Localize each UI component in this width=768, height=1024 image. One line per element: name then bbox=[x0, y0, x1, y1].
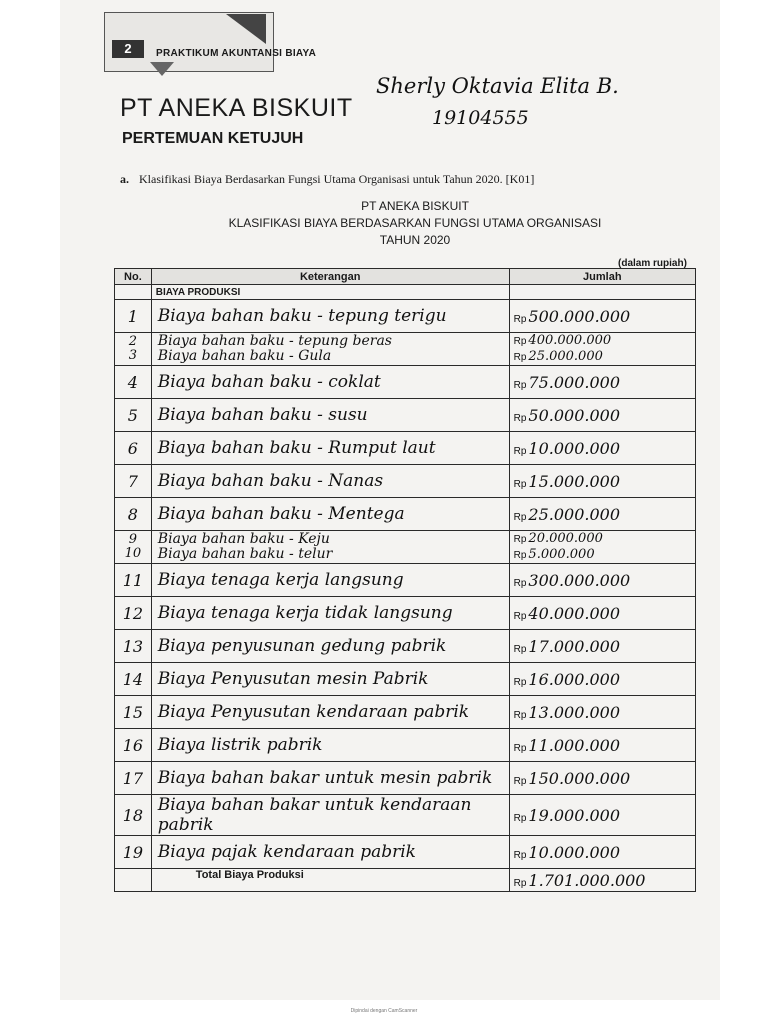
currency-label: Rp bbox=[513, 550, 527, 561]
row-description: Biaya bahan baku - tepung terigu bbox=[151, 300, 509, 333]
currency-label: Rp bbox=[513, 709, 527, 721]
amount-value: 75.000.000 bbox=[528, 372, 621, 392]
row-number: 12 bbox=[115, 597, 152, 630]
table-row bbox=[115, 795, 696, 836]
unit-note: (dalam rupiah) bbox=[618, 258, 687, 269]
table-row bbox=[115, 630, 696, 663]
currency-label: Rp bbox=[513, 742, 527, 754]
row-description: Biaya Penyusutan mesin Pabrik bbox=[151, 663, 509, 696]
row-amount bbox=[509, 630, 695, 663]
row-description: Biaya bahan baku - telur bbox=[157, 546, 333, 562]
subheader-row bbox=[115, 285, 696, 300]
currency-label: Rp bbox=[513, 445, 527, 457]
subheader-label: BIAYA PRODUKSI bbox=[151, 285, 509, 300]
row-number: 10 bbox=[124, 546, 142, 561]
currency-label: Rp bbox=[513, 352, 527, 363]
row-description: Biaya tenaga kerja langsung bbox=[151, 564, 509, 597]
row-description: Biaya bahan baku - Keju bbox=[157, 531, 330, 547]
amount-value: 15.000.000 bbox=[528, 471, 621, 491]
header-amount: Jumlah bbox=[509, 269, 695, 285]
row-number: 11 bbox=[115, 564, 152, 597]
section-text: Klasifikasi Biaya Berdasarkan Fungsi Utama Organisasi untuk Tahun 2020. [K01] bbox=[139, 172, 535, 186]
row-number: 8 bbox=[115, 498, 152, 531]
report-year: TAHUN 2020 bbox=[379, 233, 451, 247]
row-description: Biaya tenaga kerja tidak langsung bbox=[151, 597, 509, 630]
row-amount bbox=[509, 762, 695, 795]
row-amount bbox=[509, 564, 695, 597]
currency-label: Rp bbox=[513, 676, 527, 688]
row-amount bbox=[509, 498, 695, 531]
row-amount bbox=[509, 795, 695, 836]
amount-value: 19.000.000 bbox=[528, 805, 621, 825]
amount-value: 20.000.000 bbox=[528, 531, 603, 546]
header-decoration bbox=[226, 14, 266, 44]
currency-label: Rp bbox=[513, 643, 527, 655]
header-no: No. bbox=[115, 269, 152, 285]
amount-value: 17.000.000 bbox=[528, 636, 621, 656]
amount-value: 150.000.000 bbox=[528, 768, 631, 788]
row-number: 16 bbox=[115, 729, 152, 762]
row-number: 17 bbox=[115, 762, 152, 795]
row-description: Biaya bahan baku - Gula bbox=[157, 348, 332, 364]
table-row bbox=[115, 498, 696, 531]
currency-label: Rp bbox=[513, 412, 527, 424]
table-row bbox=[115, 762, 696, 795]
row-description: Biaya bahan bakar untuk mesin pabrik bbox=[151, 762, 509, 795]
cost-classification-table bbox=[114, 268, 696, 892]
row-amount bbox=[509, 836, 695, 869]
row-number: 4 bbox=[115, 366, 152, 399]
row-description: Biaya bahan baku - Mentega bbox=[151, 498, 509, 531]
row-number: 2 bbox=[128, 334, 138, 349]
row-description: Biaya bahan baku - Rumput laut bbox=[151, 432, 509, 465]
total-row bbox=[115, 869, 696, 892]
row-description: Biaya Penyusutan kendaraan pabrik bbox=[151, 696, 509, 729]
amount-value: 13.000.000 bbox=[528, 702, 621, 722]
amount-value: 500.000.000 bbox=[528, 306, 631, 326]
currency-label: Rp bbox=[513, 534, 527, 545]
row-amount bbox=[509, 432, 695, 465]
table-row-double bbox=[115, 531, 696, 564]
currency-label: Rp bbox=[513, 812, 527, 824]
module-number: 2 bbox=[112, 40, 144, 58]
student-name: Sherly Oktavia Elita B. bbox=[376, 74, 619, 98]
row-amount bbox=[509, 729, 695, 762]
table-row bbox=[115, 729, 696, 762]
currency-label: Rp bbox=[513, 610, 527, 622]
currency-label: Rp bbox=[513, 379, 527, 391]
currency-label: Rp bbox=[513, 336, 527, 347]
row-number: 9 bbox=[128, 532, 138, 547]
amount-value: 50.000.000 bbox=[528, 405, 621, 425]
row-amount bbox=[509, 465, 695, 498]
table-row bbox=[115, 399, 696, 432]
row-amount bbox=[509, 399, 695, 432]
amount-value: 1.701.000.000 bbox=[528, 870, 646, 890]
row-amount bbox=[509, 366, 695, 399]
amount-value: 5.000.000 bbox=[528, 547, 595, 562]
header-arrow-icon bbox=[150, 62, 174, 76]
table-row bbox=[115, 597, 696, 630]
currency-label: Rp bbox=[513, 877, 527, 889]
currency-label: Rp bbox=[513, 478, 527, 490]
amount-value: 10.000.000 bbox=[528, 438, 621, 458]
table-row-double bbox=[115, 333, 696, 366]
table-row bbox=[115, 432, 696, 465]
row-number: 19 bbox=[115, 836, 152, 869]
meeting-title: PERTEMUAN KETUJUH bbox=[122, 130, 304, 147]
amount-value: 400.000.000 bbox=[528, 333, 612, 348]
amount-value: 10.000.000 bbox=[528, 842, 621, 862]
row-amount bbox=[509, 663, 695, 696]
total-amount bbox=[509, 869, 695, 892]
amount-value: 16.000.000 bbox=[528, 669, 621, 689]
row-description: Biaya bahan baku - tepung beras bbox=[157, 333, 392, 349]
student-id: 19104555 bbox=[432, 107, 529, 129]
table-row bbox=[115, 465, 696, 498]
row-description: Biaya bahan baku - coklat bbox=[151, 366, 509, 399]
currency-label: Rp bbox=[513, 313, 527, 325]
currency-label: Rp bbox=[513, 849, 527, 861]
table-row bbox=[115, 300, 696, 333]
table-row bbox=[115, 663, 696, 696]
row-number: 3 bbox=[128, 348, 138, 363]
table-header-row bbox=[115, 269, 696, 285]
report-title-block bbox=[190, 198, 640, 249]
row-number: 1 bbox=[115, 300, 152, 333]
row-number: 13 bbox=[115, 630, 152, 663]
row-description: Biaya bahan bakar untuk kendaraan pabrik bbox=[151, 795, 509, 836]
currency-label: Rp bbox=[513, 577, 527, 589]
row-description: Biaya pajak kendaraan pabrik bbox=[151, 836, 509, 869]
section-letter: a. bbox=[120, 172, 129, 186]
amount-value: 300.000.000 bbox=[528, 570, 631, 590]
row-description: Biaya penyusunan gedung pabrik bbox=[151, 630, 509, 663]
row-number: 18 bbox=[115, 795, 152, 836]
table-row bbox=[115, 366, 696, 399]
report-title: KLASIFIKASI BIAYA BERDASARKAN FUNGSI UTAMA ORGANISASI bbox=[228, 216, 602, 230]
amount-value: 40.000.000 bbox=[528, 603, 621, 623]
row-number: 6 bbox=[115, 432, 152, 465]
report-company: PT ANEKA BISKUIT bbox=[361, 199, 469, 213]
table-row bbox=[115, 836, 696, 869]
scanner-watermark: Dipindai dengan CamScanner bbox=[350, 1008, 418, 1014]
row-amount bbox=[509, 696, 695, 729]
table-row bbox=[115, 564, 696, 597]
row-number: 7 bbox=[115, 465, 152, 498]
row-amount bbox=[509, 300, 695, 333]
row-number: 15 bbox=[115, 696, 152, 729]
section-heading bbox=[120, 172, 534, 187]
row-description: Biaya bahan baku - Nanas bbox=[151, 465, 509, 498]
row-description: Biaya bahan baku - susu bbox=[151, 399, 509, 432]
module-title: PRAKTIKUM AKUNTANSI BIAYA bbox=[156, 48, 317, 59]
company-name: PT ANEKA BISKUIT bbox=[120, 94, 353, 122]
total-label: Total Biaya Produksi bbox=[151, 869, 509, 892]
amount-value: 25.000.000 bbox=[528, 504, 621, 524]
currency-label: Rp bbox=[513, 511, 527, 523]
row-description: Biaya listrik pabrik bbox=[151, 729, 509, 762]
amount-value: 25.000.000 bbox=[528, 349, 603, 364]
row-number: 14 bbox=[115, 663, 152, 696]
currency-label: Rp bbox=[513, 775, 527, 787]
header-desc: Keterangan bbox=[151, 269, 509, 285]
amount-value: 11.000.000 bbox=[528, 735, 621, 755]
table-row bbox=[115, 696, 696, 729]
row-number: 5 bbox=[115, 399, 152, 432]
row-amount bbox=[509, 597, 695, 630]
